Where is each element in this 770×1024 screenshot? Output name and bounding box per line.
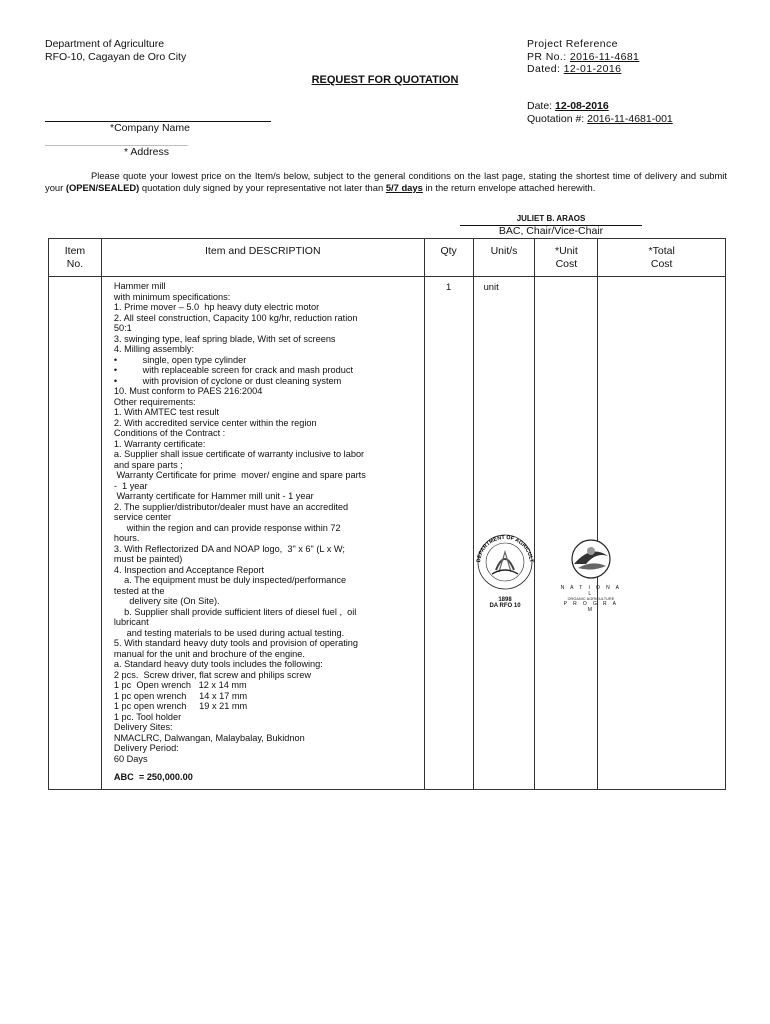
- description-line: 1 pc Open wrench 12 x 14 mm: [113, 680, 247, 690]
- table-header-row: [49, 239, 726, 277]
- description-line: • with replaceable screen for crack and mash product: [113, 365, 354, 375]
- pr-no-value: 2016-11-4681: [569, 50, 640, 63]
- unit-cost-cell: [535, 277, 598, 790]
- date-value: 12-08-2016: [555, 100, 609, 112]
- company-name-label: *Company Name: [110, 122, 190, 134]
- instructions-text-2: quotation duly signed by your representative not later than: [139, 182, 386, 193]
- instructions-text-1: Please quote your lowest price on the Item/s below, subject to the general conditions on the last page, stating the shortest time of delivery and submit your: [45, 170, 727, 193]
- quotation-value: 2016-11-4681-001: [587, 112, 673, 125]
- description-line: a. The equipment must be duly inspected/performance: [113, 575, 347, 585]
- description-line: 3. swinging type, leaf spring blade, With set of screens: [113, 333, 336, 344]
- description-line: 5. With standard heavy duty tools and provision of operating: [113, 638, 359, 648]
- description-line: 2 pcs. Screw driver, flat screw and philips screw: [113, 669, 311, 680]
- noap-national: N A T I O N A L: [560, 585, 622, 597]
- project-reference: [527, 38, 639, 76]
- description-line: service center: [113, 512, 172, 522]
- da-seal-year: 1898: [498, 597, 512, 603]
- items-table: [48, 238, 726, 790]
- pr-dated-label: Dated:: [527, 63, 564, 75]
- description-line: Conditions of the Contract :: [113, 428, 226, 438]
- description-line: and spare parts ;: [113, 459, 183, 470]
- description-line: hours.: [113, 533, 140, 543]
- description-line: 1. Warranty certificate:: [113, 438, 206, 449]
- description-line: manual for the unit and brochure of the engine.: [113, 648, 305, 659]
- description-line: 4. Milling assembly:: [113, 344, 195, 354]
- description-line: Warranty certificate for Hammer mill unit - 1 year: [113, 491, 314, 501]
- col-header-total-cost: *Total Cost: [598, 239, 726, 277]
- description-cell: [101, 277, 424, 790]
- agency-header: [45, 38, 186, 63]
- da-seal: [470, 530, 540, 609]
- description-line: 1. With AMTEC test result: [113, 407, 220, 417]
- pr-dated-value: 12-01-2016: [563, 63, 622, 75]
- document-title: REQUEST FOR QUOTATION: [311, 74, 459, 86]
- unit-cell: unit: [473, 277, 535, 790]
- description-line: a. Standard heavy duty tools includes the following:: [113, 659, 323, 669]
- description-lines: [114, 281, 424, 764]
- description-line: Delivery Period:: [113, 743, 179, 753]
- description-line: 4. Inspection and Acceptance Report: [113, 564, 265, 575]
- description-line: 1 pc open wrench 14 x 17 mm: [113, 690, 248, 701]
- qty-cell: 1: [424, 277, 473, 790]
- col-header-item-no: Item No.: [49, 239, 102, 277]
- description-line: 2. All steel construction, Capacity 100 kg/hr, reduction ration: [113, 312, 358, 323]
- description-line: must be painted): [113, 554, 183, 564]
- instructions-text-3: in the return envelope attached herewith.: [422, 182, 596, 193]
- abc-amount: ABC = 250,000.00: [113, 772, 193, 782]
- description-line: NMACLRC, Dalwangan, Malaybalay, Bukidnon: [113, 732, 305, 743]
- description-line: 1 pc. Tool holder: [113, 711, 182, 722]
- instructions-deadline: 5/7 days: [385, 182, 423, 193]
- signatory-title: BAC, Chair/Vice-Chair: [498, 225, 604, 237]
- description-line: a. Supplier shall issue certificate of warranty inclusive to labor: [113, 449, 365, 459]
- agency-name: Department of Agriculture: [45, 38, 165, 50]
- noap-logo: [560, 538, 622, 613]
- col-header-description: Item and DESCRIPTION: [101, 239, 424, 277]
- da-seal-icon: [470, 530, 540, 592]
- description-line: Other requirements:: [113, 396, 196, 407]
- description-line: 1. Prime mover – 5.0 hp heavy duty electric motor: [113, 302, 320, 312]
- description-line: 10. Must conform to PAES 216:2004: [113, 386, 263, 396]
- project-reference-label: Project Reference: [527, 38, 618, 50]
- date-block: [527, 100, 673, 125]
- description-line: Warranty Certificate for prime mover/ engine and spare parts: [113, 470, 366, 480]
- noap-logo-icon: [560, 538, 622, 580]
- description-line: Hammer mill: [113, 281, 166, 291]
- col-header-units: Unit/s: [473, 239, 535, 277]
- address-blank: ____________________________________: [45, 137, 188, 146]
- description-line: • with provision of cyclone or dust cleaning system: [113, 375, 342, 386]
- da-seal-caption: DA RFO 10: [489, 603, 521, 609]
- description-line: 50:1: [113, 323, 132, 333]
- col-header-qty: Qty: [424, 239, 473, 277]
- pr-no-label: PR No.:: [527, 50, 570, 63]
- description-line: and testing materials to be used during actual testing.: [113, 627, 345, 638]
- description-line: lubricant: [113, 617, 149, 627]
- item-no-cell: [49, 277, 102, 790]
- instructions-paragraph: [45, 170, 727, 194]
- description-line: • single, open type cylinder: [113, 354, 247, 365]
- description-line: 1 pc open wrench 19 x 21 mm: [113, 701, 248, 711]
- description-line: b. Supplier shall provide sufficient liters of diesel fuel , oil: [113, 606, 357, 617]
- description-line: tested at the: [113, 585, 165, 596]
- agency-office: RFO-10, Cagayan de Oro City: [45, 50, 187, 63]
- description-line: 2. With accredited service center within the region: [113, 417, 317, 428]
- description-line: 60 Days: [113, 753, 148, 764]
- description-line: 2. The supplier/distributor/dealer must have an accredited: [113, 501, 349, 512]
- address-label: * Address: [124, 146, 169, 158]
- noap-program: P R O G R A M: [563, 601, 619, 613]
- table-row: [49, 277, 726, 790]
- noap-organic: ORGANIC AGRICULTURE: [567, 597, 615, 601]
- total-cost-cell: [598, 277, 726, 790]
- description-line: Delivery Sites:: [113, 722, 173, 732]
- description-line: with minimum specifications:: [113, 291, 231, 302]
- date-label: Date:: [527, 100, 556, 112]
- svg-text:DEPARTMENT OF AGRICULTURE: DEPARTMENT OF AGRICULT: [476, 534, 534, 563]
- description-line: within the region and can provide response within 72: [113, 522, 341, 533]
- instructions-submission-type: (OPEN/SEALED): [65, 182, 140, 193]
- description-line: - 1 year: [113, 480, 148, 491]
- description-line: 3. With Reflectorized DA and NOAP logo, 3" x 6" (L x W;: [113, 543, 345, 554]
- quotation-label: Quotation #:: [527, 112, 588, 125]
- signatory-name: JULIET B. ARAOS: [516, 214, 586, 223]
- description-line: delivery site (On Site).: [113, 596, 220, 606]
- col-header-unit-cost: *Unit Cost: [535, 239, 598, 277]
